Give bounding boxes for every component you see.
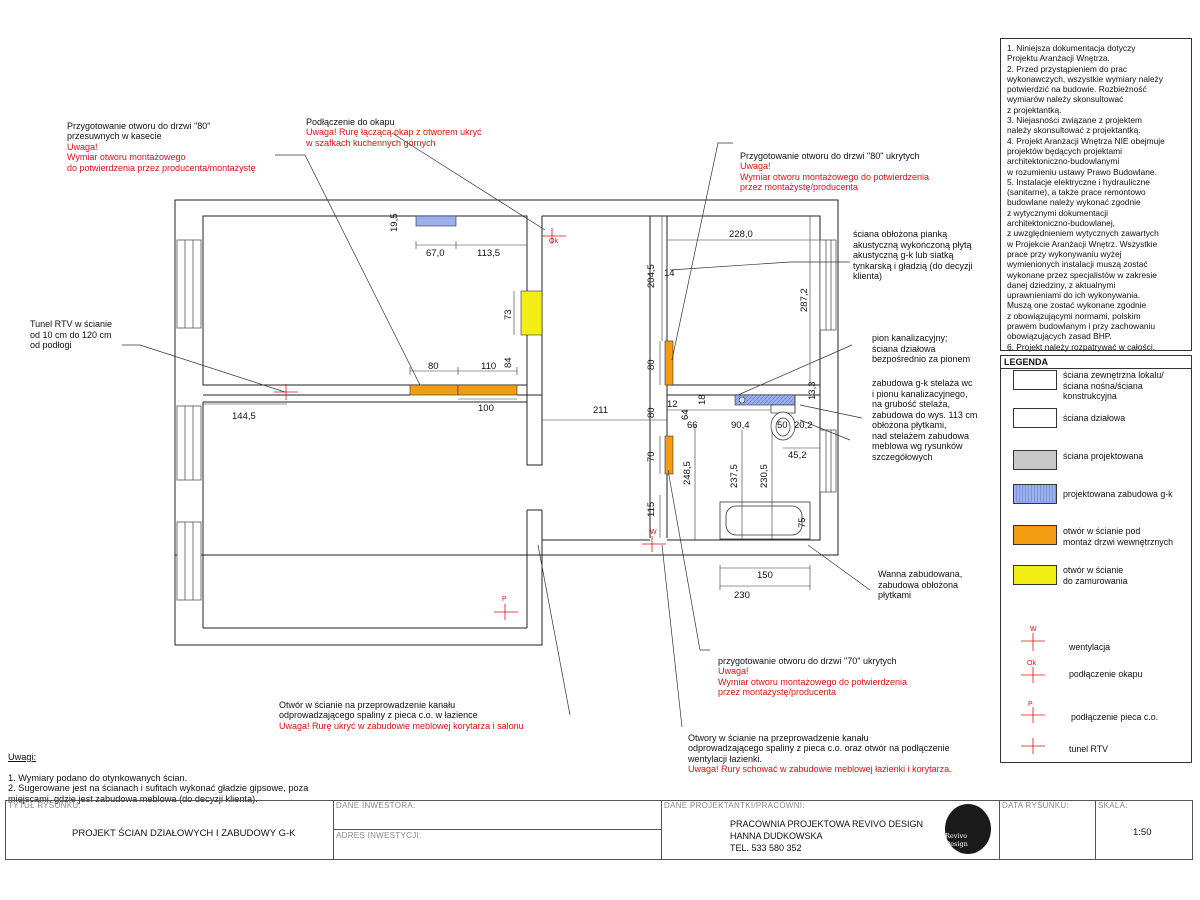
door-opening-80-hidden (665, 341, 673, 385)
legend-rtv-icon (1013, 736, 1053, 758)
dim-73: 73 (503, 309, 514, 320)
legend-swatch-gk (1013, 484, 1057, 504)
dim-287-2: 287,2 (799, 288, 810, 312)
note-door80-hidden-warn: Uwaga! Wymiar otworu montażowego do potwierdzenia przez montażystę/producenta (740, 161, 930, 192)
note-sewer: pion kanalizacyjny; ściana działowa bezpośrednio za pionem (872, 333, 971, 364)
tb-investor-cell (334, 801, 662, 859)
legend-label-gk: projektowana zabudowa g-k (1063, 489, 1173, 499)
dim-80-mid: 80 (646, 407, 657, 418)
remarks (8, 741, 308, 804)
note-flue-corridor-warn: Uwaga! Rurę ukryć w zabudowie meblowej korytarza i salonu (279, 720, 524, 731)
dim-84: 84 (503, 357, 514, 368)
tb-designer-line2: HANNA DUDKOWSKA (730, 831, 823, 841)
note-door70-warn: Uwaga! Wymiar otworu montażowego do potwierdzenia przez montażystę/producenta (718, 666, 908, 697)
tb-designer-line1: PRACOWNIA PROJEKTOWA REVIVO DESIGN (730, 819, 924, 829)
door-opening-110 (458, 385, 517, 395)
legend-label-outer-wall: ściana zewnętrzna lokalu/ ściana nośna/ściana konstrukcyjna (1063, 370, 1164, 401)
note-bathtub: Wanna zabudowana, zabudowa obłożona płytkami (878, 569, 963, 600)
tb-drawing-title-label: TYTUŁ RYSUNKU: (8, 801, 81, 810)
legend-label-projected-wall: ściana projektowana (1063, 451, 1144, 461)
note-door70-title: przygotowanie otworu do drzwi "70" ukrytych (718, 655, 897, 666)
note-wc-frame: zabudowa g-k stelaża wc i pionu kanalizacyjnego, na grubość stelaża, zabudowa do wys. 113 cm obłożona płytkami, nad stelażem zabudowa meblowa wg rysunków szczegółowych (872, 378, 978, 462)
dim-204-5: 204,5 (646, 264, 657, 288)
legend-label-rtv: tunel RTV (1069, 744, 1108, 754)
door-opening-70-hidden (665, 436, 673, 474)
dim-14: 14 (664, 268, 675, 279)
dim-230-5: 230,5 (759, 464, 770, 488)
legend-label-partition: ściana działowa (1063, 413, 1126, 423)
legend-title: LEGENDA (1004, 357, 1049, 367)
dim-70: 70 (646, 451, 657, 462)
tb-designer-cell (662, 801, 1000, 859)
legend-boiler-icon (1013, 703, 1053, 725)
dim-90-4: 90,4 (731, 420, 750, 431)
title-block (5, 800, 1193, 860)
dim-80-door: 80 (428, 361, 439, 372)
dim-150: 150 (757, 570, 773, 581)
note-hood (306, 106, 482, 159)
legend-swatch-brick-up (1013, 565, 1057, 585)
legend-label-boiler: podłączenie pieca c.o. (1071, 712, 1159, 722)
note-hood-title: Podłączenie do okapu (306, 116, 395, 127)
dim-67: 67,0 (426, 248, 445, 259)
note-door70 (718, 645, 907, 708)
note-door80-sliding (67, 110, 256, 184)
tb-date-label: DATA RYSUNKU: (1002, 801, 1070, 810)
legend-label-door-opening: otwór w ścianie pod montaż drzwi wewnętrznych (1063, 526, 1173, 547)
legend-swatch-door-opening (1013, 525, 1057, 545)
projected-wall-19-5 (416, 216, 456, 226)
tb-investor-label: DANE INWESTORA: (336, 801, 416, 810)
note-acoustic-wall: ściana obłożona pianką akustyczną wykończoną płytą akustyczną g-k lub siatką tynkarską i gładzią (do decyzji klienta) (853, 229, 973, 281)
tb-scale-label: SKALA: (1098, 801, 1128, 810)
revivo-logo (945, 804, 991, 854)
dim-237-5: 237,5 (729, 464, 740, 488)
note-flue-bath-warn: Uwaga! Rury schować w zabudowie meblowej łazienki i korytarza. (688, 764, 952, 774)
general-notes-text: 1. Niniejsza dokumentacja dotyczy Projektu Aranżacji Wnętrza. 2. Przed przystąpieniem do prac wykonawczych, wszystkie wymiary należy potwierdzić na budowie. Rozbieżność wymiarów należy skonsultować z projektantką. 3. Niejasności związane z projektem należy skonsultować z projektantką. 4. Projekt Aranżacji Wnętrza NIE obejmuje projektów będących projektami architektoniczno-budowlanymi w rozumieniu ustawy Prawo Budowlane. 5. Instalacje elektryczne i hydrauliczne (sanitarne), a także prace remontowo budowlane należy wykonać zgodnie z wytycznymi dokumentacji architektoniczno-budowlanej, z uwzględnieniem wytycznych zawartych w Projekcie Aranżacji Wnętrz. Wszystkie prace przy wykonywaniu wyżej wymienionych instalacji muszą zostać wykonane przez specjalistów w zakresie danej dziedziny, z aktualnymi uprawnieniami do ich wykonywania. Muszą one zostać wykonane zgodnie z obowiązującymi normami, polskim prawem budowlanym i przy zachowaniu obowiązujących zasad BHP. 6. Projekt należy rozpatrywać w całości. (1007, 43, 1165, 352)
dim-66: 66 (687, 420, 698, 431)
note-hood-warn: Uwaga! Rurę łączącą okap z otworem ukryć w szafkach kuchennych górnych (306, 127, 482, 148)
dim-50: 50 (777, 420, 788, 431)
opening-to-brick-up (521, 291, 542, 335)
door-opening-80-sliding (410, 385, 458, 395)
dim-75: 75 (797, 517, 808, 528)
dim-248-5: 248,5 (682, 461, 693, 485)
legend-boiler-letter: P (1028, 701, 1033, 708)
rtv-tunnel-icon (274, 384, 298, 400)
note-door80-hidden (740, 140, 929, 203)
note-door80-hidden-title: Przygotowanie otworu do drzwi "80" ukrytych (740, 150, 920, 161)
remarks-title: Uwagi: (8, 751, 37, 762)
vent-symbol-label: W (650, 529, 657, 536)
note-door80-sliding-title: Przygotowanie otworu do drzwi "80" przesuwnych w kasecie (67, 120, 211, 141)
legend-label-ventilation: wentylacja (1069, 642, 1111, 652)
note-flue-corridor-title: Otwór w ścianie na przeprowadzenie kanału odprowadzającego spaliny z pieca c.o. w łazience (279, 699, 478, 720)
legend-swatch-projected-wall (1013, 450, 1057, 470)
tb-date-cell (1000, 801, 1096, 859)
dim-100: 100 (478, 403, 494, 414)
note-flue-corridor (279, 689, 524, 742)
note-door80-sliding-warn: Uwaga! Wymiar otworu montażowego do potwierdzenia przez producenta/montażystę (67, 141, 256, 173)
legend-swatch-outer-wall (1013, 370, 1057, 390)
dim-115: 115 (646, 501, 657, 517)
tb-scale-cell (1096, 801, 1192, 859)
dim-20-2: 20,2 (794, 420, 813, 431)
hood-symbol-label: Ok (549, 238, 558, 245)
boiler-symbol-label: P (502, 596, 507, 603)
dim-211: 211 (593, 405, 609, 416)
dim-12: 12 (667, 399, 678, 410)
legend-label-hood: podłączenie okapu (1069, 669, 1143, 679)
tb-scale-value: 1:50 (1133, 827, 1152, 838)
legend-label-brick-up: otwór w ścianie do zamurowania (1063, 565, 1128, 586)
tb-designer-line3: TEL. 533 580 352 (730, 843, 802, 853)
dim-113-5: 113,5 (477, 248, 501, 259)
dim-230: 230 (734, 590, 750, 601)
note-flue-bath-title: Otwory w ścianie na przeprowadzenie kanału odprowadzającego spaliny z pieca c.o. oraz otwór na podłączenie wentylacji łazienki. (688, 732, 950, 764)
legend-hood-letter: Ok (1027, 660, 1036, 667)
note-flue-bath (688, 722, 952, 785)
tb-drawing-title: PROJEKT ŚCIAN DZIAŁOWYCH I ZABUDOWY G-K (72, 828, 296, 839)
tb-designer-label: DANE PROJEKTANTKI/PRACOWNI: (664, 801, 805, 810)
legend-ventilation-letter: W (1030, 626, 1037, 633)
dim-13-3: 13,3 (807, 381, 818, 400)
boiler-connection-icon (494, 604, 518, 620)
general-notes-box (1000, 38, 1192, 351)
dim-19-5: 19,5 (389, 213, 400, 232)
dim-144-5: 144,5 (232, 411, 256, 422)
dim-64: 64 (680, 409, 691, 420)
tb-address-label: ADRES INWESTYCJI: (336, 831, 422, 840)
dim-228: 228,0 (729, 229, 753, 240)
note-rtv: Tunel RTV w ścianie od 10 cm do 120 cm od podłogi (30, 319, 113, 350)
legend (1000, 355, 1192, 763)
dim-80-hidden: 80 (646, 359, 657, 370)
dim-45-2: 45,2 (788, 450, 807, 461)
dim-18: 18 (697, 394, 708, 405)
revivo-logo-text: Revivo Design (945, 832, 968, 848)
legend-swatch-partition (1013, 408, 1057, 428)
dim-110: 110 (481, 361, 497, 372)
remarks-body: 1. Wymiary podano do otynkowanych ścian. 2. Sugerowane jest na ścianach i sufitach wykonać gładzie gipsowe, poza miejscami, gdzie jest zabudowa meblowa (do decyzji klienta). (8, 772, 309, 804)
tb-drawing-title-cell (6, 801, 334, 859)
